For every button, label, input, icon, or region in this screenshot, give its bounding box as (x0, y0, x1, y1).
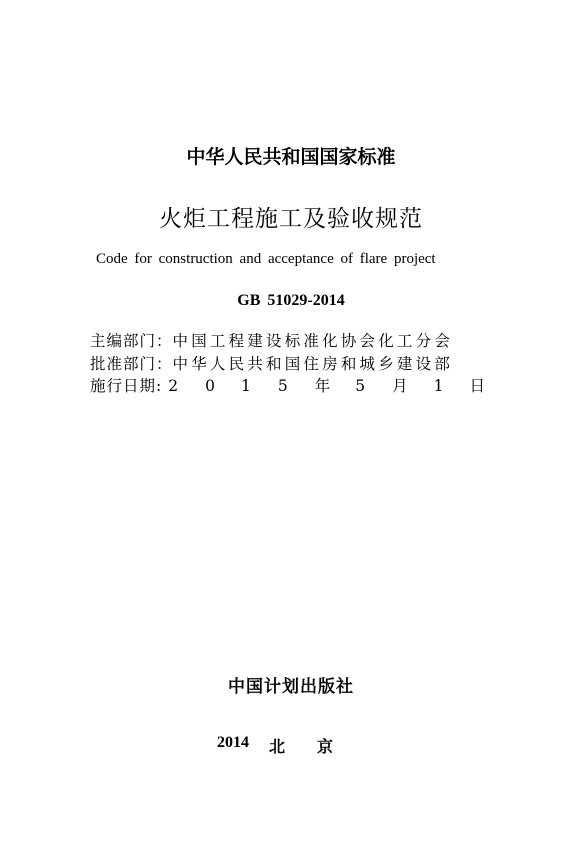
editor-department-value: 中国工程建设标准化协会化工分会 (172, 332, 454, 350)
imprint-city-second: 京 (317, 739, 334, 756)
imprint-line (217, 734, 333, 757)
date-part: 5 (355, 377, 366, 395)
effective-date-value (162, 376, 485, 396)
date-part: 5 (277, 377, 288, 395)
date-part: 0 (205, 377, 215, 395)
standard-number: GB 51029-2014 (237, 292, 345, 309)
editor-department-label: 主编部门： (90, 332, 173, 350)
imprint-year: 2014 (217, 734, 249, 751)
effective-date-label: 施行日期: (90, 377, 163, 395)
date-part: 年 (314, 377, 331, 395)
title-chinese: 火炬工程施工及验收规范 (159, 206, 423, 232)
date-part: 2 (168, 377, 179, 395)
approver-department-row (90, 354, 453, 374)
title-english: Code for construction and acceptance of flare project (96, 251, 436, 267)
editor-department-row (90, 331, 453, 351)
date-part: 1 (433, 377, 444, 395)
date-part: 日 (469, 377, 486, 395)
date-part: 月 (392, 377, 408, 395)
approver-department-value: 中华人民共和国住房和城乡建设部 (172, 355, 454, 373)
effective-date-row (90, 376, 485, 396)
approver-department-label: 批准部门： (90, 355, 173, 373)
imprint-city-first: 北 (269, 739, 286, 756)
standard-type-heading: 中华人民共和国国家标准 (186, 146, 396, 168)
date-part: 1 (240, 377, 251, 395)
publisher-name: 中国计划出版社 (228, 677, 354, 697)
